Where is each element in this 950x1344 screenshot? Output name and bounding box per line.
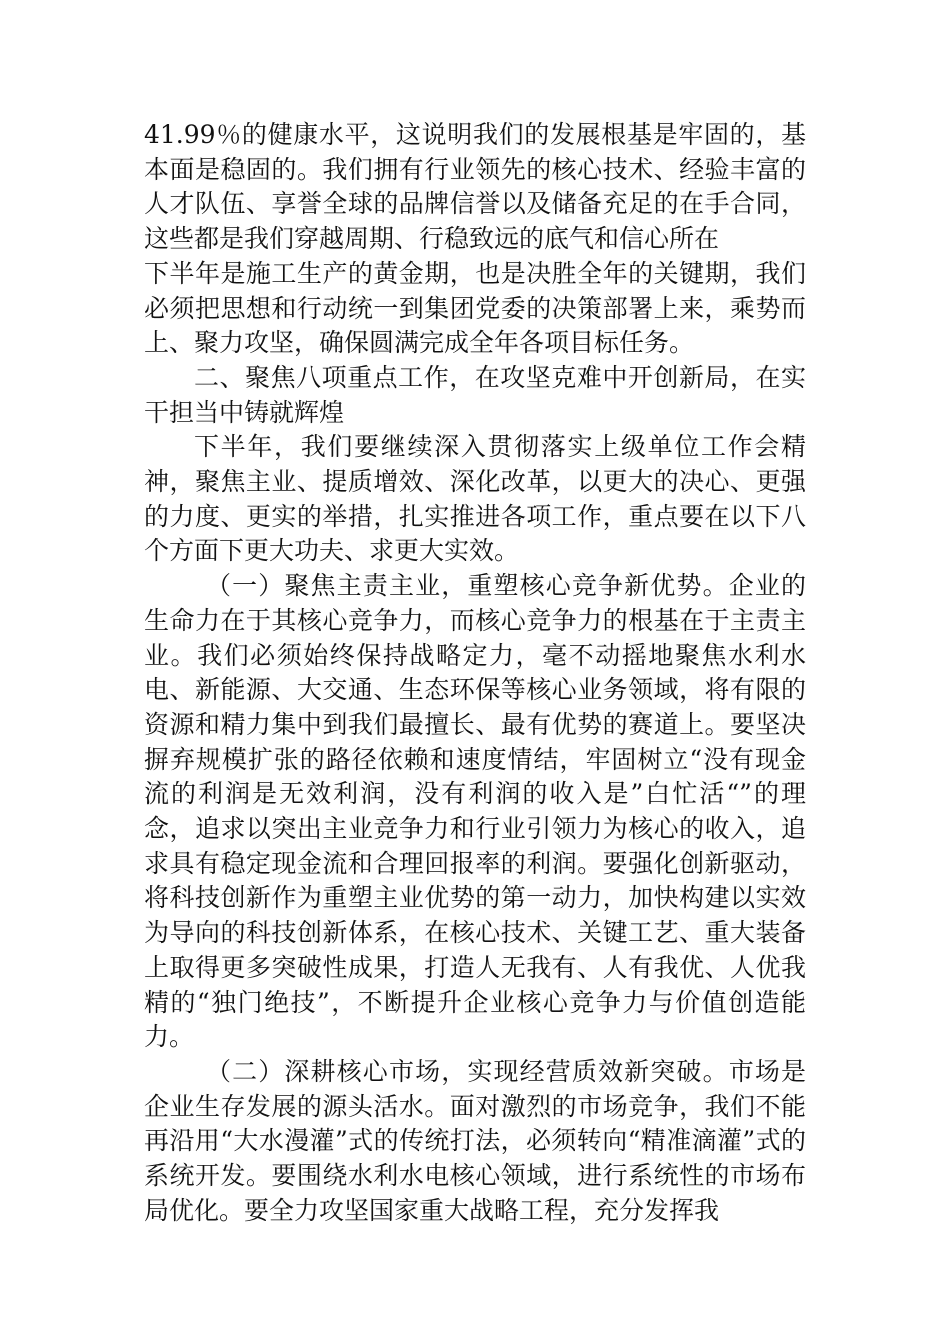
item-1-title: （一）聚焦主责主业，重塑核心竞争新优势。 (206, 571, 729, 601)
paragraph-health-level: 41.99％的健康水平，这说明我们的发展根基是牢固的，基本面是稳固的。我们拥有行业领先的核心技术、经验丰富的人才队伍、享誉全球的品牌信誉以及储备充足的在手合同，这些都是我们穿越周期、行稳致远的底气和信心所在 (144, 120, 806, 254)
document-page (144, 118, 806, 1229)
item-1-paragraph (144, 569, 806, 1055)
paragraph-intro: 下半年，我们要继续深入贯彻落实上级单位工作会精神，聚焦主业、提质增效、深化改革，以更大的决心、更强的力度、更实的举措，扎实推进各项工作，重点要在以下八个方面下更大功夫、求更大实效。 (144, 432, 806, 566)
item-1-body: 企业的生命力在于其核心竞争力，而核心竞争力的根基在于主责主业。我们必须始终保持战略定力，毫不动摇地聚焦水利水电、新能源、大交通、生态环保等核心业务领域，将有限的资源和精力集中到我们最擅长、最有优势的赛道上。要坚决摒弃规模扩张的路径依赖和速度情结，牢固树立“没有现金流的利润是无效利润，没有利润的收入是”白忙活“”的理念，追求以突出主业竞争力和行业引领力为核心的收入，追求具有稳定现金流和合理回报率的利润。要强化创新驱动，将科技创新作为重塑主业优势的第一动力，加快构建以实效为导向的科技创新体系，在核心技术、关键工艺、重大装备上取得更多突破性成果，打造人无我有、人有我优、人优我精的“独门绝技”，不断提升企业核心竞争力与价值创造能力。 (144, 571, 806, 1052)
item-2-body: 市场是企业生存发展的源头活水。面对激烈的市场竞争，我们不能再沿用“大水漫灌”式的传统打法，必须转向“精准滴灌”式的系统开发。要围绕水利水电核心领域，进行系统性的市场布局优化。要全力攻坚国家重大战略工程，充分发挥我 (144, 1056, 806, 1225)
paragraph-second-half: 下半年是施工生产的黄金期，也是决胜全年的关键期，我们必须把思想和行动统一到集团党委的决策部署上来，乘势而上、聚力攻坚，确保圆满完成全年各项目标任务。 (144, 258, 806, 358)
section-heading: 二、聚焦八项重点工作，在攻坚克难中开创新局，在实干担当中铸就辉煌 (144, 362, 806, 427)
item-2-title: （二）深耕核心市场，实现经营质效新突破。 (206, 1056, 729, 1086)
item-2-paragraph (144, 1055, 806, 1229)
